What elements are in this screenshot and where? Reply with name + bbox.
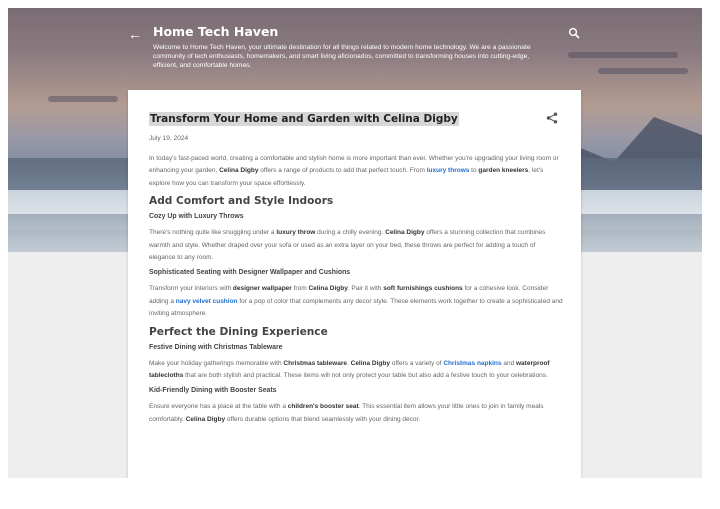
paragraph: Ensure everyone has a place at the table with a children's booster seat. This essential item allows your little ones to join in family meals comfortably. Celina Digby offers durable options that blend seamlessly with your dining decor. [149, 403, 544, 423]
subsection-heading: Sophisticated Seating with Designer Wallpaper and Cushions [149, 269, 351, 277]
arrow-left-icon[interactable]: ← [128, 26, 142, 42]
subsection-heading: Cozy Up with Luxury Throws [149, 213, 244, 221]
section-heading: Add Comfort and Style Indoors [149, 195, 334, 208]
post-title[interactable]: Transform Your Home and Garden with Celina Digby [150, 113, 458, 125]
subsection-heading: Kid-Friendly Dining with Booster Seats [149, 387, 277, 395]
navy-velvet-cushion-link[interactable]: navy velvet cushion [175, 297, 238, 305]
christmas-napkins-link[interactable]: Christmas napkins [443, 359, 502, 367]
blog-header [8, 8, 702, 98]
share-icon[interactable] [546, 112, 558, 124]
paragraph: There's nothing quite like snuggling under a luxury throw during a chilly evening. Celina Digby offers a stunning collection that combines warmth and style. Whether draped over your sofa or used as an extra layer on your bed, these throws are perfect for adding a touch of elegance to any room. [149, 229, 546, 262]
post-body [149, 153, 563, 431]
blog-description: Welcome to Home Tech Haven, your ultimate destination for all things related to modern home technology. We are a passionate community of tech enthusiasts, homemakers, and smart living aficionados, committed to transforming houses into cutting-edge, efficient, and comfortable homes. [153, 44, 531, 69]
paragraph: Transform your interiors with designer wallpaper from Celina Digby. Pair it with soft furnishings cushions for a cohesive look. Consider adding a navy velvet cushion for a pop of color that complements any decor style. These elements work together to create a sophisticated and inviting atmosphere. [149, 285, 563, 318]
post-card [128, 90, 581, 478]
blog-title[interactable]: Home Tech Haven [153, 24, 279, 39]
intro-paragraph: In today's fast-paced world, creating a comfortable and stylish home is more important than ever. Whether you're upgrading your living room or enhancing your garden, Celina Digby offers a range of products to add that perfect touch. From luxury throws to garden kneelers, let's explore how you can transform your space effortlessly. [149, 155, 559, 187]
page-viewport [8, 8, 702, 478]
post-date: July 19, 2024 [149, 135, 189, 142]
search-icon[interactable] [568, 27, 580, 39]
paragraph: Make your holiday gatherings memorable with Christmas tableware. Celina Digby offers a variety of Christmas napkins and waterproof tablecloths that are both stylish and practical. These items will not only protect your table but also add a festive touch to your celebrations. [149, 359, 550, 380]
luxury-throws-link[interactable]: luxury throws [426, 167, 470, 175]
section-heading: Perfect the Dining Experience [149, 325, 328, 338]
subsection-heading: Festive Dining with Christmas Tableware [149, 343, 283, 351]
